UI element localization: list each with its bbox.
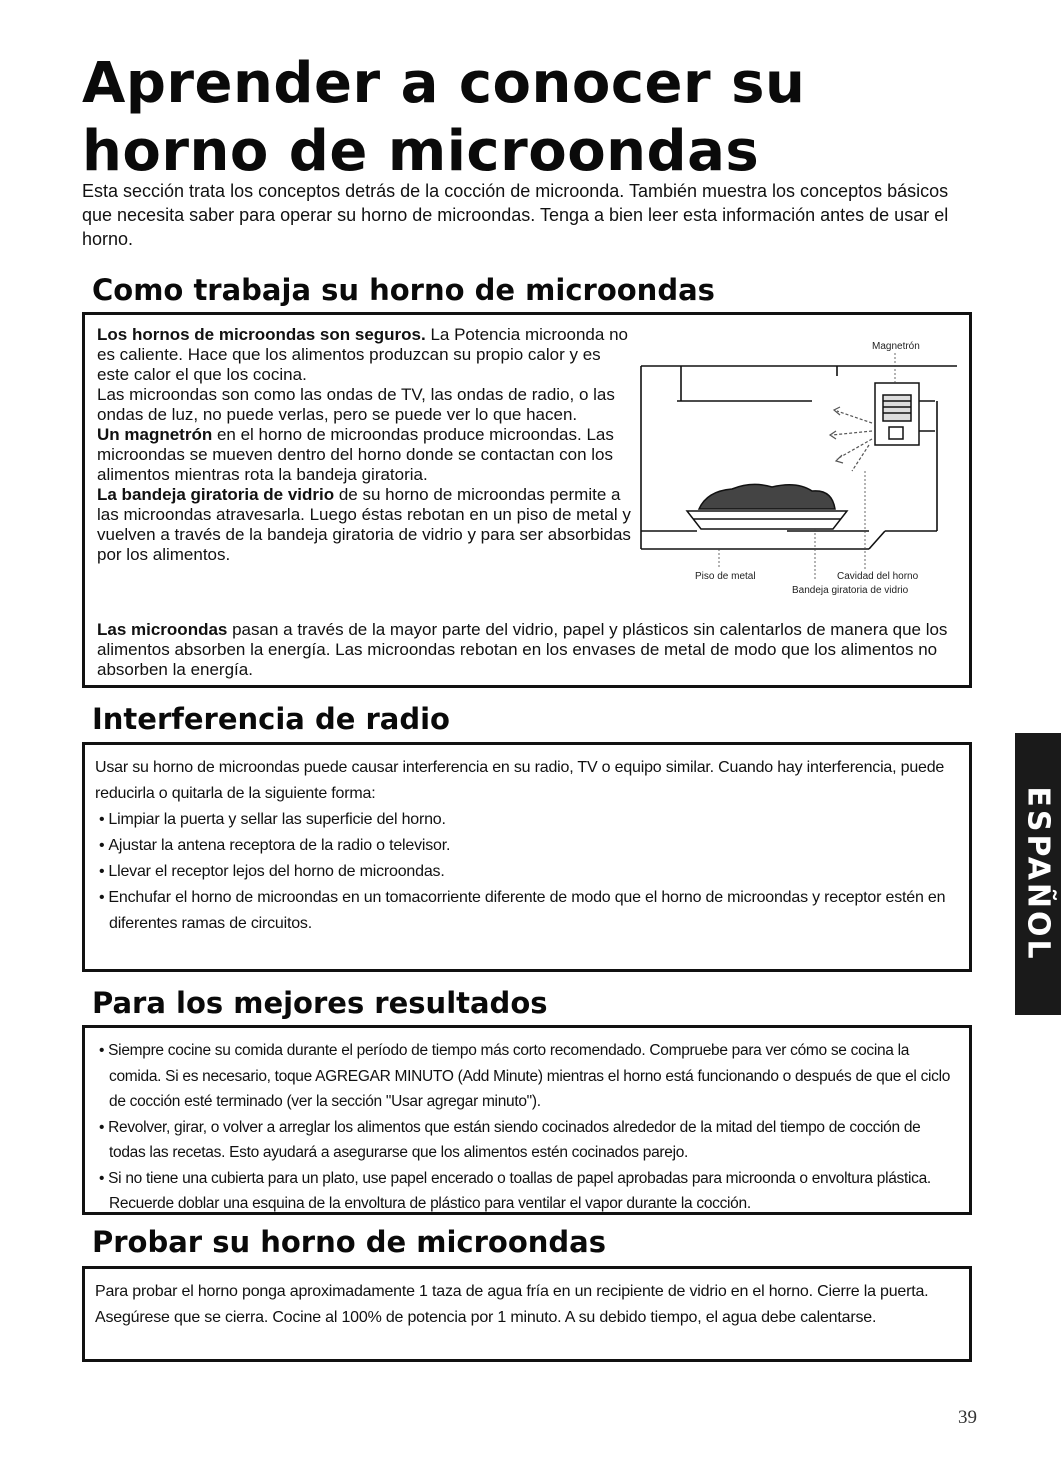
microwave-diagram	[637, 331, 972, 621]
magnetron-shape	[875, 383, 935, 445]
label-leader-lines	[719, 353, 895, 581]
page-title: Aprender a conocer su horno de microondas	[82, 51, 806, 184]
label-cavity: Cavidad del horno	[837, 571, 919, 582]
best-results-text	[95, 1038, 955, 1217]
microwaves-bold: Las microondas	[97, 620, 228, 639]
how-it-works-text	[97, 325, 637, 565]
language-tab-label: ESPAÑOL	[1020, 786, 1056, 962]
magnetron-text: en el horno de microondas produce microondas. Las microondas se mueven dentro del horno donde se contactan con los alimentos mientras rota la bandeja giratoria.	[97, 425, 614, 484]
best-results-box	[82, 1025, 972, 1215]
radio-item: • Enchufar el horno de microondas en un tomacorriente diferente de modo que el horno de microondas y receptor estén en diferentes ramas de circuitos.	[95, 885, 955, 937]
heading-test-oven: Probar su horno de microondas	[92, 1225, 606, 1259]
tray-bold: La bandeja giratoria de vidrio	[97, 485, 335, 504]
radio-interference-box	[82, 742, 972, 972]
page-number: 39	[958, 1407, 977, 1428]
results-item: • Siempre cocine su comida durante el período de tiempo más corto recomendado. Compruebe para ver cómo se cocina la comida. Si es necesario, toque AGREGAR MINUTO (Add Minute) mientras el horno está funcionando o después de que el ciclo de cocción esté terminado (ver la sección "Usar agregar minuto").	[95, 1038, 955, 1115]
waves-text: Las microondas son como las ondas de TV, las ondas de radio, o las ondas de luz, no puede verlas, pero se puede ver lo que hacen.	[97, 385, 615, 424]
safe-bold: Los hornos de microondas son seguros.	[97, 325, 426, 344]
safe-text: La Potencia microonda no es caliente. Hace que los alimentos produzcan su propio calor y es este calor el que los cocina.	[97, 325, 628, 384]
radio-interference-text	[95, 755, 955, 937]
results-item: • Si no tiene una cubierta para un plato, use papel encerado o toallas de papel aprobadas para microonda o envoltura plástica. Recuerde doblar una esquina de la envoltura de plástico para ventilar el vapor durante la cocción.	[95, 1166, 955, 1217]
radio-item: • Ajustar la antena receptora de la radio o televisor.	[95, 833, 955, 859]
radio-item: • Limpiar la puerta y sellar las superficie del horno.	[95, 807, 955, 833]
heading-best-results: Para los mejores resultados	[92, 986, 548, 1020]
language-side-tab	[1015, 733, 1061, 1015]
radio-intro: Usar su horno de microondas puede causar interferencia en su radio, TV o equipo similar. Cuando hay interferencia, puede reducirla o quitarla de la siguiente forma:	[95, 759, 945, 802]
heading-radio-interference: Interferencia de radio	[92, 702, 450, 736]
label-magnetron: Magnetrón	[872, 341, 920, 352]
results-item: • Revolver, girar, o volver a arreglar los alimentos que están siendo cocinados alrededor de la mitad del tiempo de cocción de todas las recetas. Esto ayudará a asegurarse que los alimentos estén cocinados parejo.	[95, 1115, 955, 1166]
microwaves-text: pasan a través de la mayor parte del vidrio, papel y plásticos sin calentarlos de manera que los alimentos absorben la energía. Las microondas rebotan en los envases de metal de modo que los alimentos no absorben la energía.	[97, 620, 948, 679]
food-dish-shape	[687, 484, 847, 529]
heading-how-it-works: Como trabaja su horno de microondas	[92, 273, 715, 307]
test-oven-text: Para probar el horno ponga aproximadamente 1 taza de agua fría en un recipiente de vidrio en el horno. Cierre la puerta. Asegúrese que se cierra. Cocine al 100% de potencia por 1 minuto. A su debido tiempo, el agua debe calentarse.	[95, 1283, 929, 1326]
label-metal-floor: Piso de metal	[695, 571, 756, 582]
magnetron-bold: Un magnetrón	[97, 425, 213, 444]
intro-paragraph: Esta sección trata los conceptos detrás de la cocción de microonda. También muestra los conceptos básicos que necesita saber para operar su horno de microondas. Tenga a bien leer esta información antes de usar el horno.	[82, 181, 949, 249]
label-tray: Bandeja giratoria de vidrio	[792, 585, 909, 596]
microwaves-paragraph	[97, 620, 957, 680]
how-it-works-box	[82, 312, 972, 688]
test-oven-box	[82, 1266, 972, 1362]
radio-item: • Llevar el receptor lejos del horno de microondas.	[95, 859, 955, 885]
tray-text: de su horno de microondas permite a las microondas atravesarla. Luego éstas rebotan en un piso de metal y vuelven a través de la bandeja giratoria de vidrio y para ser absorbidas por los alimentos.	[97, 485, 631, 564]
microwave-waves-shape	[830, 407, 872, 471]
